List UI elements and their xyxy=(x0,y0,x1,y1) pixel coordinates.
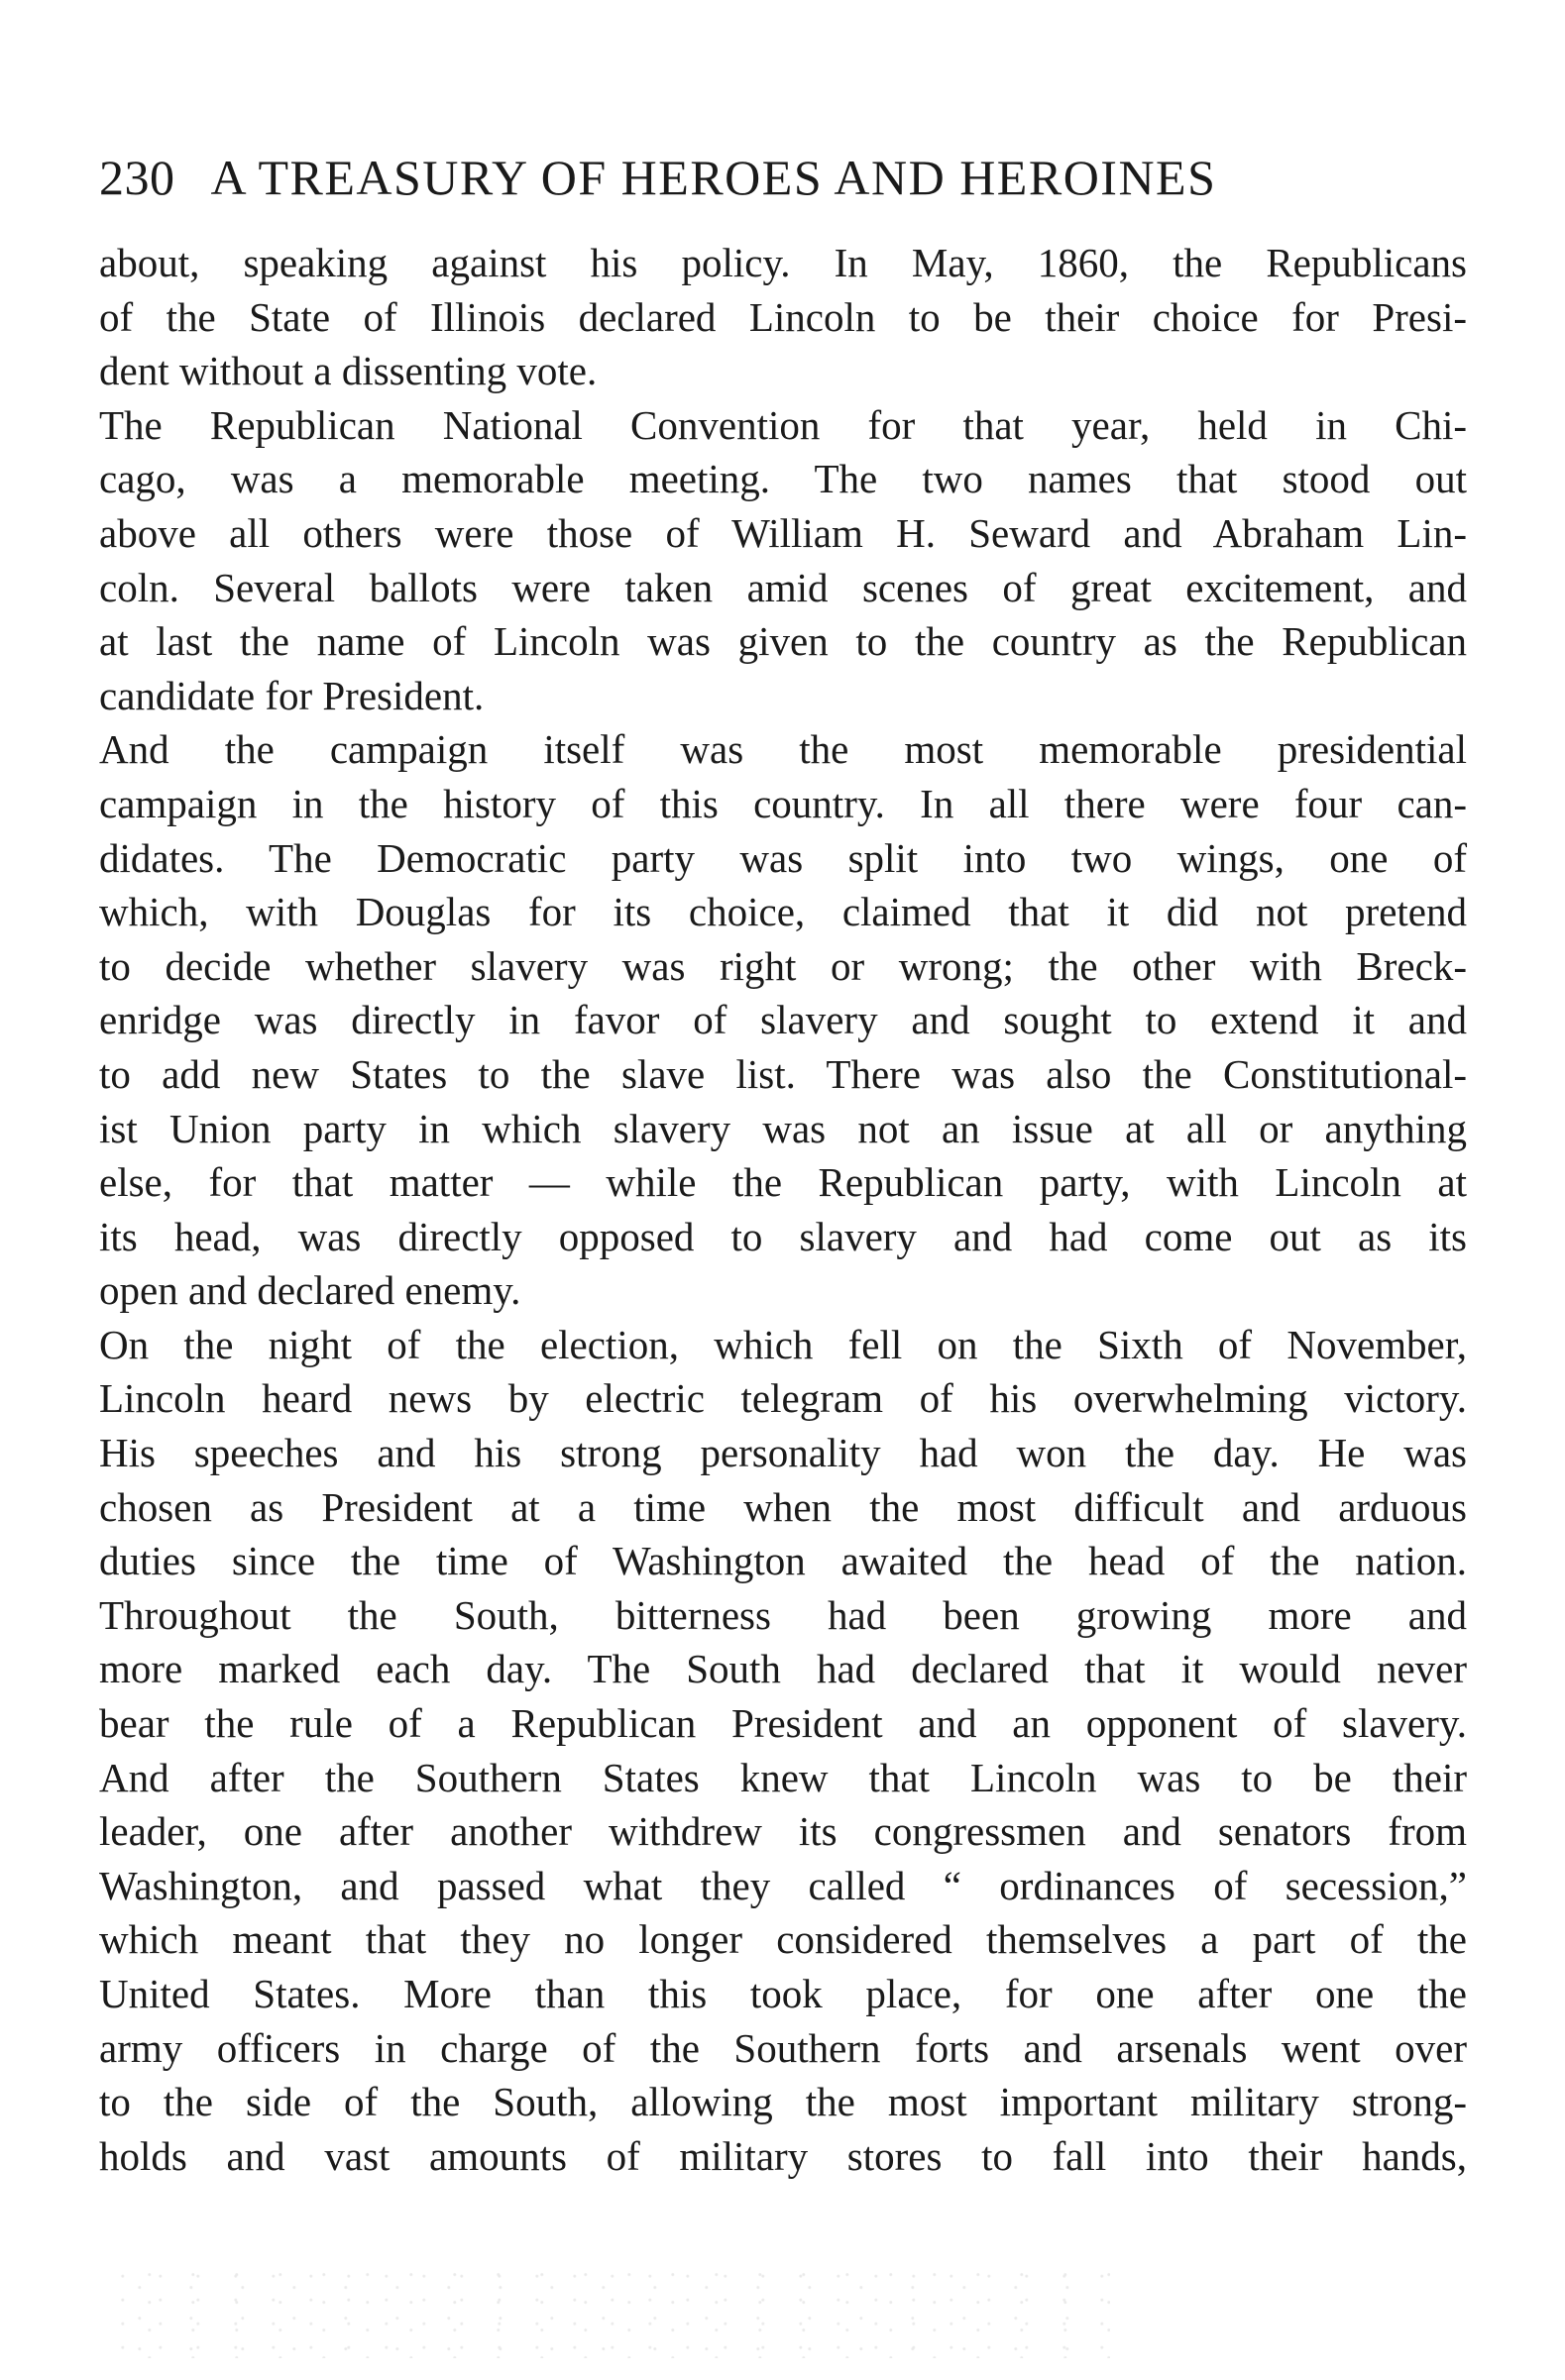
scan-speckle xyxy=(119,2269,1110,2358)
text-line: above all others were those of William H. Seward and Abraham Lin- xyxy=(99,509,1467,556)
text-line: enridge was directly in favor of slavery and sought to extend it and xyxy=(99,997,1467,1043)
text-line: to add new States to the slave list. There was also the Constitutional- xyxy=(99,1050,1467,1097)
text-line: its head, was directly opposed to slavery and had come out as its xyxy=(99,1213,1467,1259)
text-line: coln. Several ballots were taken amid scenes of great excitement, and xyxy=(99,564,1467,610)
text-line: The Republican National Convention for that year, held in Chi- xyxy=(99,401,1467,448)
text-line: dent without a dissenting vote. xyxy=(99,348,598,394)
book-title: A TREASURY OF HEROES AND HEROINES xyxy=(210,150,1217,205)
text-line: On the night of the election, which fell on the Sixth of November, xyxy=(99,1321,1467,1367)
text-line: ist Union party in which slavery was not an issue at all or anything xyxy=(99,1105,1467,1151)
text-line: United States. More than this took place, for one after one the xyxy=(99,1971,1467,2016)
text-line: which, with Douglas for its choice, claimed that it did not pretend xyxy=(99,889,1467,935)
text-line: else, for that matter — while the Republican party, with Lincoln at xyxy=(99,1159,1467,1206)
paragraph xyxy=(99,236,1467,398)
text-line: open and declared enemy. xyxy=(99,1267,521,1314)
text-line: holds and vast amounts of military stores to fall into their hands, xyxy=(99,2132,1467,2179)
text-line: to decide whether slavery was right or wrong; the other with Breck- xyxy=(99,942,1467,989)
body-text xyxy=(99,236,1467,2183)
text-line: leader, one after another withdrew its congressmen and senators from xyxy=(99,1808,1467,1855)
paragraph xyxy=(99,722,1467,1318)
text-line: army officers in charge of the Southern forts and arsenals went over xyxy=(99,2024,1467,2071)
text-line: duties since the time of Washington awaited the head of the nation. xyxy=(99,1538,1467,1584)
book-page xyxy=(99,149,1467,2183)
text-line: Washington, and passed what they called “ ordinances of secession,” xyxy=(99,1862,1467,1908)
text-line: which meant that they no longer considered themselves a part of the xyxy=(99,1916,1467,1963)
text-line: to the side of the South, allowing the most important military strong- xyxy=(99,2079,1467,2125)
text-line: candidate for President. xyxy=(99,672,485,718)
text-line: And the campaign itself was the most memorable presidential xyxy=(99,726,1467,773)
paragraph xyxy=(99,1318,1467,1588)
running-head xyxy=(99,149,1467,228)
text-line: of the State of Illinois declared Lincoln to be their choice for Presi- xyxy=(99,293,1467,340)
text-line: didates. The Democratic party was split into two wings, one of xyxy=(99,834,1467,881)
text-line: cago, was a memorable meeting. The two names that stood out xyxy=(99,456,1467,502)
paragraph xyxy=(99,1588,1467,2184)
text-line: Lincoln heard news by electric telegram of his overwhelming victory. xyxy=(99,1375,1467,1422)
paragraph xyxy=(99,398,1467,723)
text-line: And after the Southern States knew that Lincoln was to be their xyxy=(99,1754,1467,1800)
text-line: campaign in the history of this country. In all there were four can- xyxy=(99,780,1467,826)
text-line: at last the name of Lincoln was given to the country as the Republican xyxy=(99,618,1467,665)
text-line: chosen as President at a time when the most difficult and arduous xyxy=(99,1483,1467,1530)
page-number: 230 xyxy=(99,150,175,205)
text-line: bear the rule of a Republican President and an opponent of slavery. xyxy=(99,1700,1467,1747)
text-line: about, speaking against his policy. In May, 1860, the Republicans xyxy=(99,240,1467,285)
text-line: His speeches and his strong personality had won the day. He was xyxy=(99,1430,1467,1476)
text-line: more marked each day. The South had declared that it would never xyxy=(99,1646,1467,1692)
text-line: Throughout the South, bitterness had been growing more and xyxy=(99,1591,1467,1638)
